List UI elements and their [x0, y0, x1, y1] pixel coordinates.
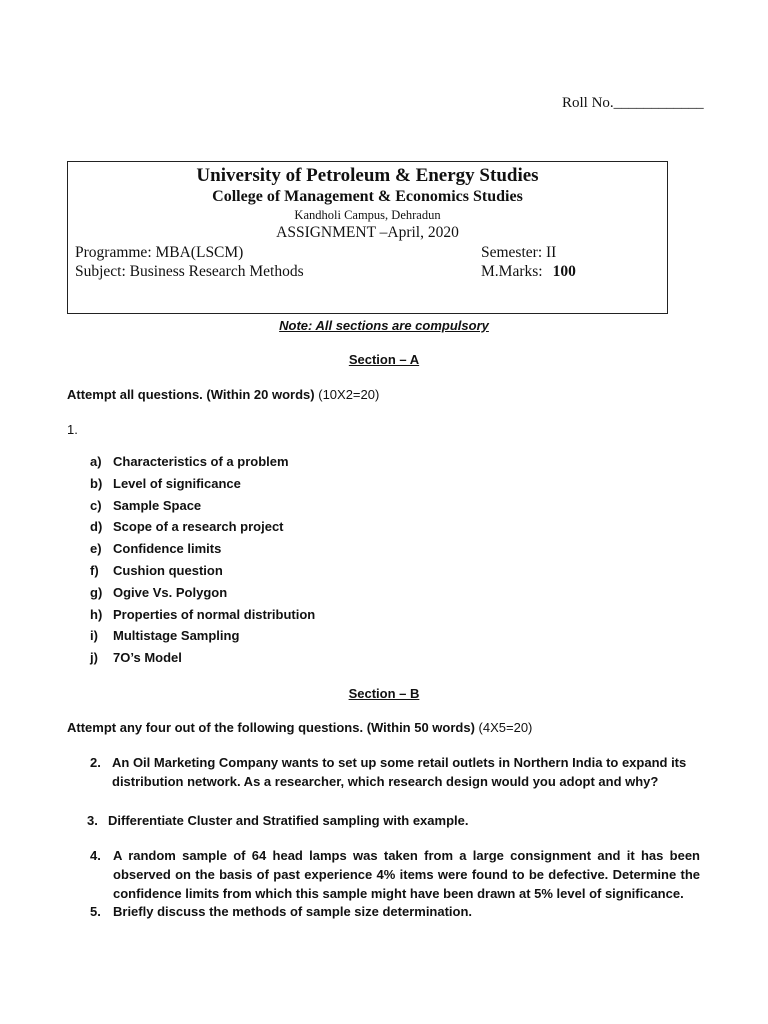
- section-a-instruction-text: Attempt all questions. (Within 20 words): [67, 387, 315, 402]
- section-b-instruction-text: Attempt any four out of the following questions. (Within 50 words): [67, 720, 475, 735]
- list-item: [90, 541, 315, 563]
- question-text: A random sample of 64 head lamps was taken from a large consignment and it has been observed on the basis of past experience 4% items were found to be defective. Determine the confidence limits from which this sample might have been drawn at 5% level of significance.: [113, 848, 700, 901]
- roll-number-field: Roll No.____________: [562, 95, 704, 111]
- list-item-letter: b): [90, 475, 103, 491]
- assignment-title: ASSIGNMENT –April, 2020: [276, 224, 459, 241]
- list-item-letter: e): [90, 541, 102, 557]
- list-item: [90, 585, 315, 607]
- question-number: 4.: [90, 848, 101, 863]
- list-item-text: Sample Space: [113, 497, 202, 513]
- section-b-instruction: [67, 720, 532, 735]
- list-item-letter: a): [90, 454, 102, 469]
- list-item-letter: h): [90, 606, 103, 622]
- list-item-text: Level of significance: [113, 475, 241, 491]
- programme-label: Programme: MBA(LSCM): [75, 244, 244, 261]
- campus-name: Kandholi Campus, Dehradun: [294, 208, 441, 222]
- section-b-marks: (4X5=20): [474, 720, 533, 735]
- list-item-text: Properties of normal distribution: [113, 606, 316, 622]
- list-item-letter: d): [90, 519, 103, 535]
- compulsory-note: Note: All sections are compulsory: [279, 318, 489, 333]
- college-name: College of Management & Economics Studies: [212, 188, 523, 205]
- list-item: [90, 476, 315, 498]
- list-item: [90, 498, 315, 520]
- list-item-text: Multistage Sampling: [113, 628, 240, 644]
- list-item-letter: g): [90, 584, 103, 600]
- section-a-marks: (10X2=20): [314, 387, 380, 402]
- list-item-letter: f): [90, 562, 99, 578]
- question-text: Briefly discuss the methods of sample size determination.: [113, 904, 473, 919]
- question-number: 2.: [90, 755, 101, 770]
- list-item: [90, 454, 315, 476]
- list-item-text: 7O’s Model: [113, 650, 182, 666]
- list-item: [90, 607, 315, 629]
- list-item-text: Confidence limits: [113, 541, 222, 557]
- section-b-title: Section – B: [348, 686, 420, 701]
- section-a-instruction: [67, 387, 379, 402]
- list-item-text: Cushion question: [113, 562, 223, 578]
- list-item-letter: c): [90, 497, 102, 513]
- exam-header-box: [67, 161, 668, 314]
- list-item: [90, 650, 315, 672]
- list-item-text: Scope of a research project: [113, 519, 284, 535]
- list-item-letter: j): [90, 650, 98, 666]
- subject-label: Subject: Business Research Methods: [75, 263, 304, 280]
- university-name: University of Petroleum & Energy Studies: [196, 165, 539, 186]
- question-text: An Oil Marketing Company wants to set up some retail outlets in Northern India to expand its distribution network. As a researcher, which research design would you adopt and why?: [112, 755, 687, 789]
- list-item: [90, 519, 315, 541]
- max-marks-label: M.Marks:: [481, 263, 543, 280]
- list-item: [90, 628, 315, 650]
- max-marks: [481, 263, 576, 281]
- section-a-question-list: [90, 454, 315, 672]
- section-a-title: Section – A: [348, 352, 420, 367]
- list-item: [90, 563, 315, 585]
- list-item-text: Characteristics of a problem: [113, 454, 289, 469]
- list-item-letter: i): [90, 628, 98, 644]
- semester-label: Semester: II: [481, 244, 557, 261]
- question-number: 3.: [87, 813, 98, 828]
- question-number: 5.: [90, 904, 101, 919]
- list-item-text: Ogive Vs. Polygon: [113, 584, 228, 600]
- question-1-number: 1.: [67, 422, 78, 437]
- max-marks-value: 100: [552, 263, 576, 280]
- question-text: Differentiate Cluster and Stratified sampling with example.: [108, 813, 469, 828]
